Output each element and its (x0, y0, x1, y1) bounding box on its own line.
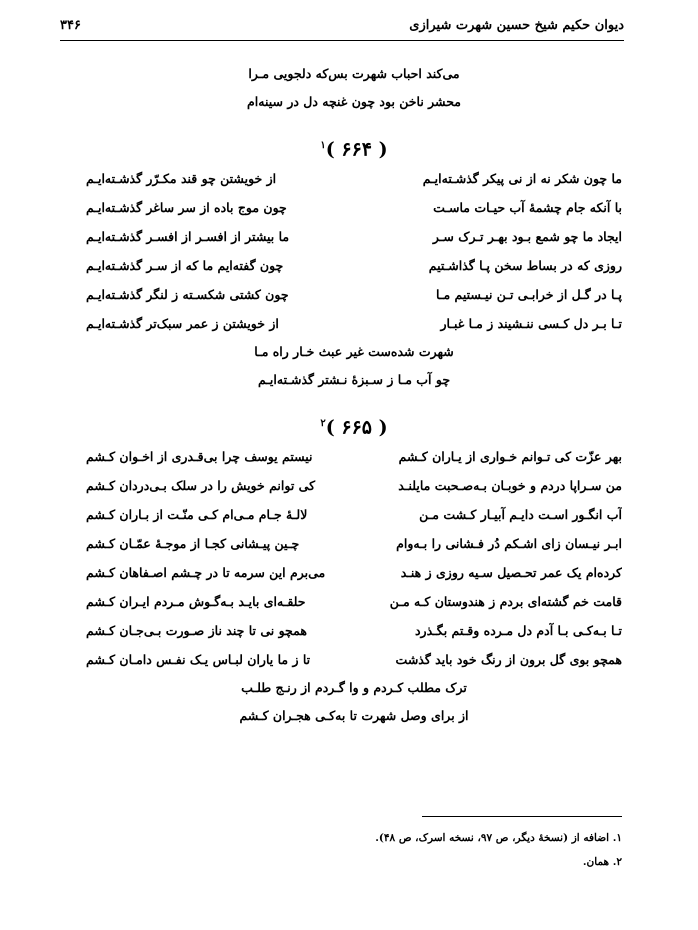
first-hemistich: ما چون شکر نه از نی پیکر گذشـته‌ایـم (422, 171, 622, 186)
first-hemistich: تـا بـه‌کـی بـا آدم دل مـرده وقـتم بگـذرد (414, 623, 622, 638)
second-hemistich: چون موج باده از سر ساغر گذشـته‌ایـم (86, 200, 287, 215)
first-hemistich: روزی که در بساط سخن پـا گذاشـتیم (428, 258, 622, 273)
couplet (86, 645, 622, 674)
first-hemistich: تـا بـر دل کـسی ننـشیند ز مـا غبـار (440, 316, 622, 331)
second-hemistich: کی توانم خویش را در سلک بـی‌دردان کـشم (86, 478, 316, 493)
second-hemistich: چون کشتی شکسـته ز لنگر گذشـته‌ایـم (86, 287, 289, 302)
footnote-mark: ۲ (320, 418, 326, 429)
second-hemistich: چـین پیـشانی کجـا از موجـهٔ عمّـان کـشم (86, 536, 300, 551)
footnote-mark: ۱ (320, 140, 326, 151)
book-title: دیوان حکیم شیخ حسین شهرت شیرازی (409, 18, 624, 33)
first-hemistich: همچو بوی گل برون از رنگ خود باید گذشت (395, 652, 622, 667)
second-hemistich: حلقـه‌ای بایـد بـه‌گـوش مـردم ایـران کـشم (86, 594, 306, 609)
couplet (86, 251, 622, 280)
poem-664-title (86, 128, 622, 164)
couplet (86, 616, 622, 645)
closing-verse: شهرت شده‌ست غیر عبث خـار راه مـا (254, 344, 454, 359)
second-hemistich: همچو نی تا چند ناز صـورت بـی‌جـان کـشم (86, 623, 307, 638)
couplet (86, 471, 622, 500)
page-body (86, 60, 622, 730)
first-hemistich: پـا در گـل از خرابـی تـن نیـستیم مـا (435, 287, 622, 302)
second-hemistich: تا ز ما یاران لبـاس یـک نفـس دامـان کـشم (86, 652, 311, 667)
couplet (86, 193, 622, 222)
footnote-divider (422, 816, 622, 817)
couplet (86, 587, 622, 616)
second-hemistich: نیستم یوسف چرا بی‌قـدری از اخـوان کـشم (86, 449, 313, 464)
poem-665-title (86, 406, 622, 442)
poem-664-number: ( ۶۶۴ ) (325, 138, 388, 161)
first-hemistich: آب انگـور اسـت دایـم آبیـار کـشت مـن (419, 507, 622, 522)
closing-verse: ترک مطلب کـردم و وا گـردم از رنـج طلـب (241, 680, 467, 695)
closing-verse: از برای وصل شهرت تا به‌کـی هجـران کـشم (239, 708, 469, 723)
second-hemistich: ما بیشتر از افسـر از افسـر گذشـته‌ایـم (86, 229, 290, 244)
couplet (86, 442, 622, 471)
first-hemistich: ابـر نیـسان زای اشـکم دُر فـشانی را بـه‌وام (396, 536, 622, 551)
couplet (86, 558, 622, 587)
footnotes (86, 826, 622, 874)
first-hemistich: کرده‌ام یک عمر تحـصیل سـیه روزی ز هنـد (400, 565, 622, 580)
second-hemistich: از خویشتن چو قند مکـرّر گذشـته‌ایـم (86, 171, 277, 186)
page-number: ۳۴۶ (60, 18, 81, 33)
second-hemistich: از خویشتن ز عمر سبک‌تر گذشـته‌ایـم (86, 316, 279, 331)
couplet (86, 309, 622, 338)
first-hemistich: ایجاد ما چو شمع بـود بهـر تـرک سـر (432, 229, 622, 244)
second-hemistich: لالـهٔ جـام مـی‌ام کـی منّـت از بـاران کـشم (86, 507, 308, 522)
poem-665-number: ( ۶۶۵ ) (325, 416, 388, 439)
couplet (86, 280, 622, 309)
first-hemistich: با آنکه جام چشمهٔ آب حیـات ماسـت (433, 200, 622, 215)
poem-664 (86, 164, 622, 394)
couplet (86, 164, 622, 193)
first-hemistich: من سـراپا دردم و خوبـان بـه‌صـحبت مایلنـد (398, 478, 622, 493)
header-divider (60, 40, 624, 41)
first-hemistich: قامت خم گشته‌ای بردم ز هندوستان کـه مـن (389, 594, 622, 609)
couplet (86, 529, 622, 558)
intro-verse-1: می‌کند احباب شهرت بس‌که دلجویی مـرا (248, 66, 460, 81)
second-hemistich: چون گفته‌ایم ما که از سـر گذشـته‌ایـم (86, 258, 284, 273)
footnote-2: ۲. همان. (582, 856, 622, 868)
page-header (60, 14, 624, 40)
first-hemistich: بهر عزّت کی تـوانم خـواری از یـاران کـشم (398, 449, 622, 464)
closing-verse: چو آب مـا ز سـبزهٔ نـشتر گذشـته‌ایـم (257, 372, 451, 387)
intro-verse-2: محشر ناخن بود چون غنچه دل در سینه‌ام (247, 94, 461, 109)
couplet (86, 222, 622, 251)
second-hemistich: می‌برم این سرمه تا در چـشم اصـفاهان کـشم (86, 565, 326, 580)
poem-665 (86, 442, 622, 730)
couplet (86, 500, 622, 529)
footnote-1: ۱. اضافه از (نسخهٔ دیگر، ص ۹۷، نسخه اسرک، ص ۴۸). (375, 832, 622, 844)
